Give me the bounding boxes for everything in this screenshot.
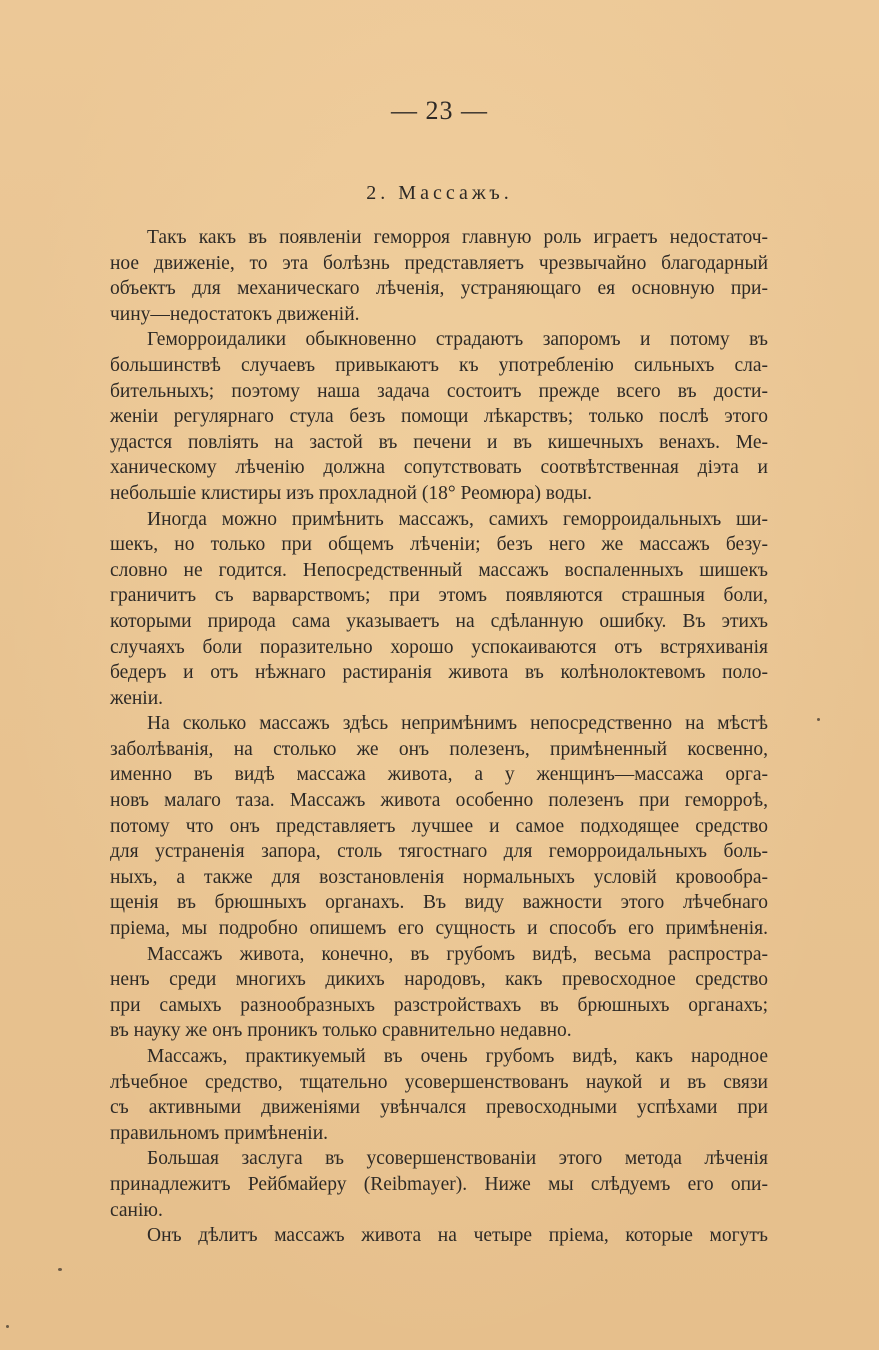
text-line: ненъ среди многихъ дикихъ народовъ, какъ превосходное средство (110, 969, 768, 991)
page-number: — 23 — (391, 96, 488, 125)
body-text (110, 225, 768, 1249)
text-line: граничитъ съ варварствомъ; при этомъ появляются страшныя боли, (110, 585, 768, 607)
text-line: словно не годится. Непосредственный массажъ воспаленныхъ шишекъ (110, 559, 768, 581)
text-line: бительныхъ; поэтому наша задача состоитъ прежде всего въ дости- (110, 380, 768, 402)
paper-speck (58, 1268, 62, 1271)
text-line: при самыхъ разнообразныхъ разстройствахъ въ брюшныхъ органахъ; (110, 994, 768, 1016)
text-line: На сколько массажъ здѣсь непримѣнимъ непосредственно на мѣстѣ (147, 713, 768, 735)
text-line: Такъ какъ въ появленіи геморроя главную роль играетъ недостаточ- (147, 227, 768, 248)
text-line: шекъ, но только при общемъ лѣченіи; безъ него же массажъ безу- (110, 534, 768, 556)
text-line: санію. (110, 1199, 163, 1221)
text-line: принадлежитъ Рейбмайеру (Reibmayer). Ниже мы слѣдуемъ его опи- (110, 1173, 768, 1195)
text-line: Большая заслуга въ усовершенствованіи этого метода лѣченія (147, 1148, 768, 1170)
text-line: чину—недостатокъ движеній. (110, 303, 360, 325)
text-line: бедеръ и отъ нѣжнаго растиранія живота въ колѣнолоктевомъ поло- (110, 662, 768, 684)
text-line: Онъ дѣлитъ массажъ живота на четыре пріема, которые могутъ (147, 1225, 768, 1247)
text-line: правильномъ примѣненіи. (110, 1122, 329, 1144)
text-line: которыми природа сама указываетъ на сдѣланную ошибку. Въ этихъ (110, 610, 768, 632)
text-line: лѣчебное средство, тщательно усовершенствованъ наукой и въ связи (110, 1071, 768, 1093)
section-title: 2. Массажъ. (366, 182, 513, 204)
text-line: новъ малаго таза. Массажъ живота особенно полезенъ при геморроѣ, (110, 790, 768, 812)
text-line: небольшіе клистиры изъ прохладной (18° Реомюра) воды. (110, 482, 592, 504)
text-line: именно въ видѣ массажа живота, а у женщинъ—массажа орга- (110, 764, 768, 786)
text-line: Массажъ живота, конечно, въ грубомъ видѣ, весьма распростра- (147, 943, 768, 965)
text-line: съ активными движеніями увѣнчался превосходными успѣхами при (110, 1097, 768, 1119)
text-line: Геморроидалики обыкновенно страдаютъ запоромъ и потому въ (147, 329, 768, 351)
text-line: потому что онъ представляетъ лучшее и самое подходящее средство (110, 815, 768, 837)
text-line: пріема, мы подробно опишемъ его сущность и способъ его примѣненія. (110, 918, 768, 940)
text-line: случаяхъ боли поразительно хорошо успокаиваются отъ встряхиванія (110, 636, 768, 658)
text-line: женіи регулярнаго стула безъ помощи лѣкарствъ; только послѣ этого (110, 406, 768, 428)
text-line: ханическому лѣченію должна сопутствовать соотвѣтственная діэта и (110, 457, 768, 479)
paper-speck (6, 1325, 9, 1328)
text-line: Массажъ, практикуемый въ очень грубомъ видѣ, какъ народное (147, 1046, 768, 1067)
text-line: Иногда можно примѣнить массажъ, самихъ геморроидальныхъ ши- (147, 508, 768, 530)
text-line: большинствѣ случаевъ привыкаютъ къ употребленію сильныхъ сла- (110, 354, 768, 376)
text-line: въ науку же онъ проникъ только сравнительно недавно. (110, 1020, 572, 1042)
paper-speck (817, 718, 820, 721)
text-line: объектъ для механическаго лѣченія, устраняющаго ея основную при- (110, 278, 768, 300)
text-line: ныхъ, а также для возстановленія нормальныхъ условій кровообра- (110, 866, 768, 888)
text-line: ное движеніе, то эта болѣзнь представляетъ чрезвычайно благодарный (110, 252, 768, 274)
text-line: для устраненія запора, столь тягостнаго для геморроидальныхъ боль- (110, 841, 768, 863)
text-line: удастся повліять на застой въ печени и въ кишечныхъ венахъ. Ме- (110, 431, 768, 453)
text-line: заболѣванія, на столько же онъ полезенъ, примѣненный косвенно, (110, 738, 768, 760)
text-line: женіи. (110, 687, 164, 709)
text-line: щенія въ брюшныхъ органахъ. Въ виду важности этого лѣчебнаго (110, 892, 768, 914)
